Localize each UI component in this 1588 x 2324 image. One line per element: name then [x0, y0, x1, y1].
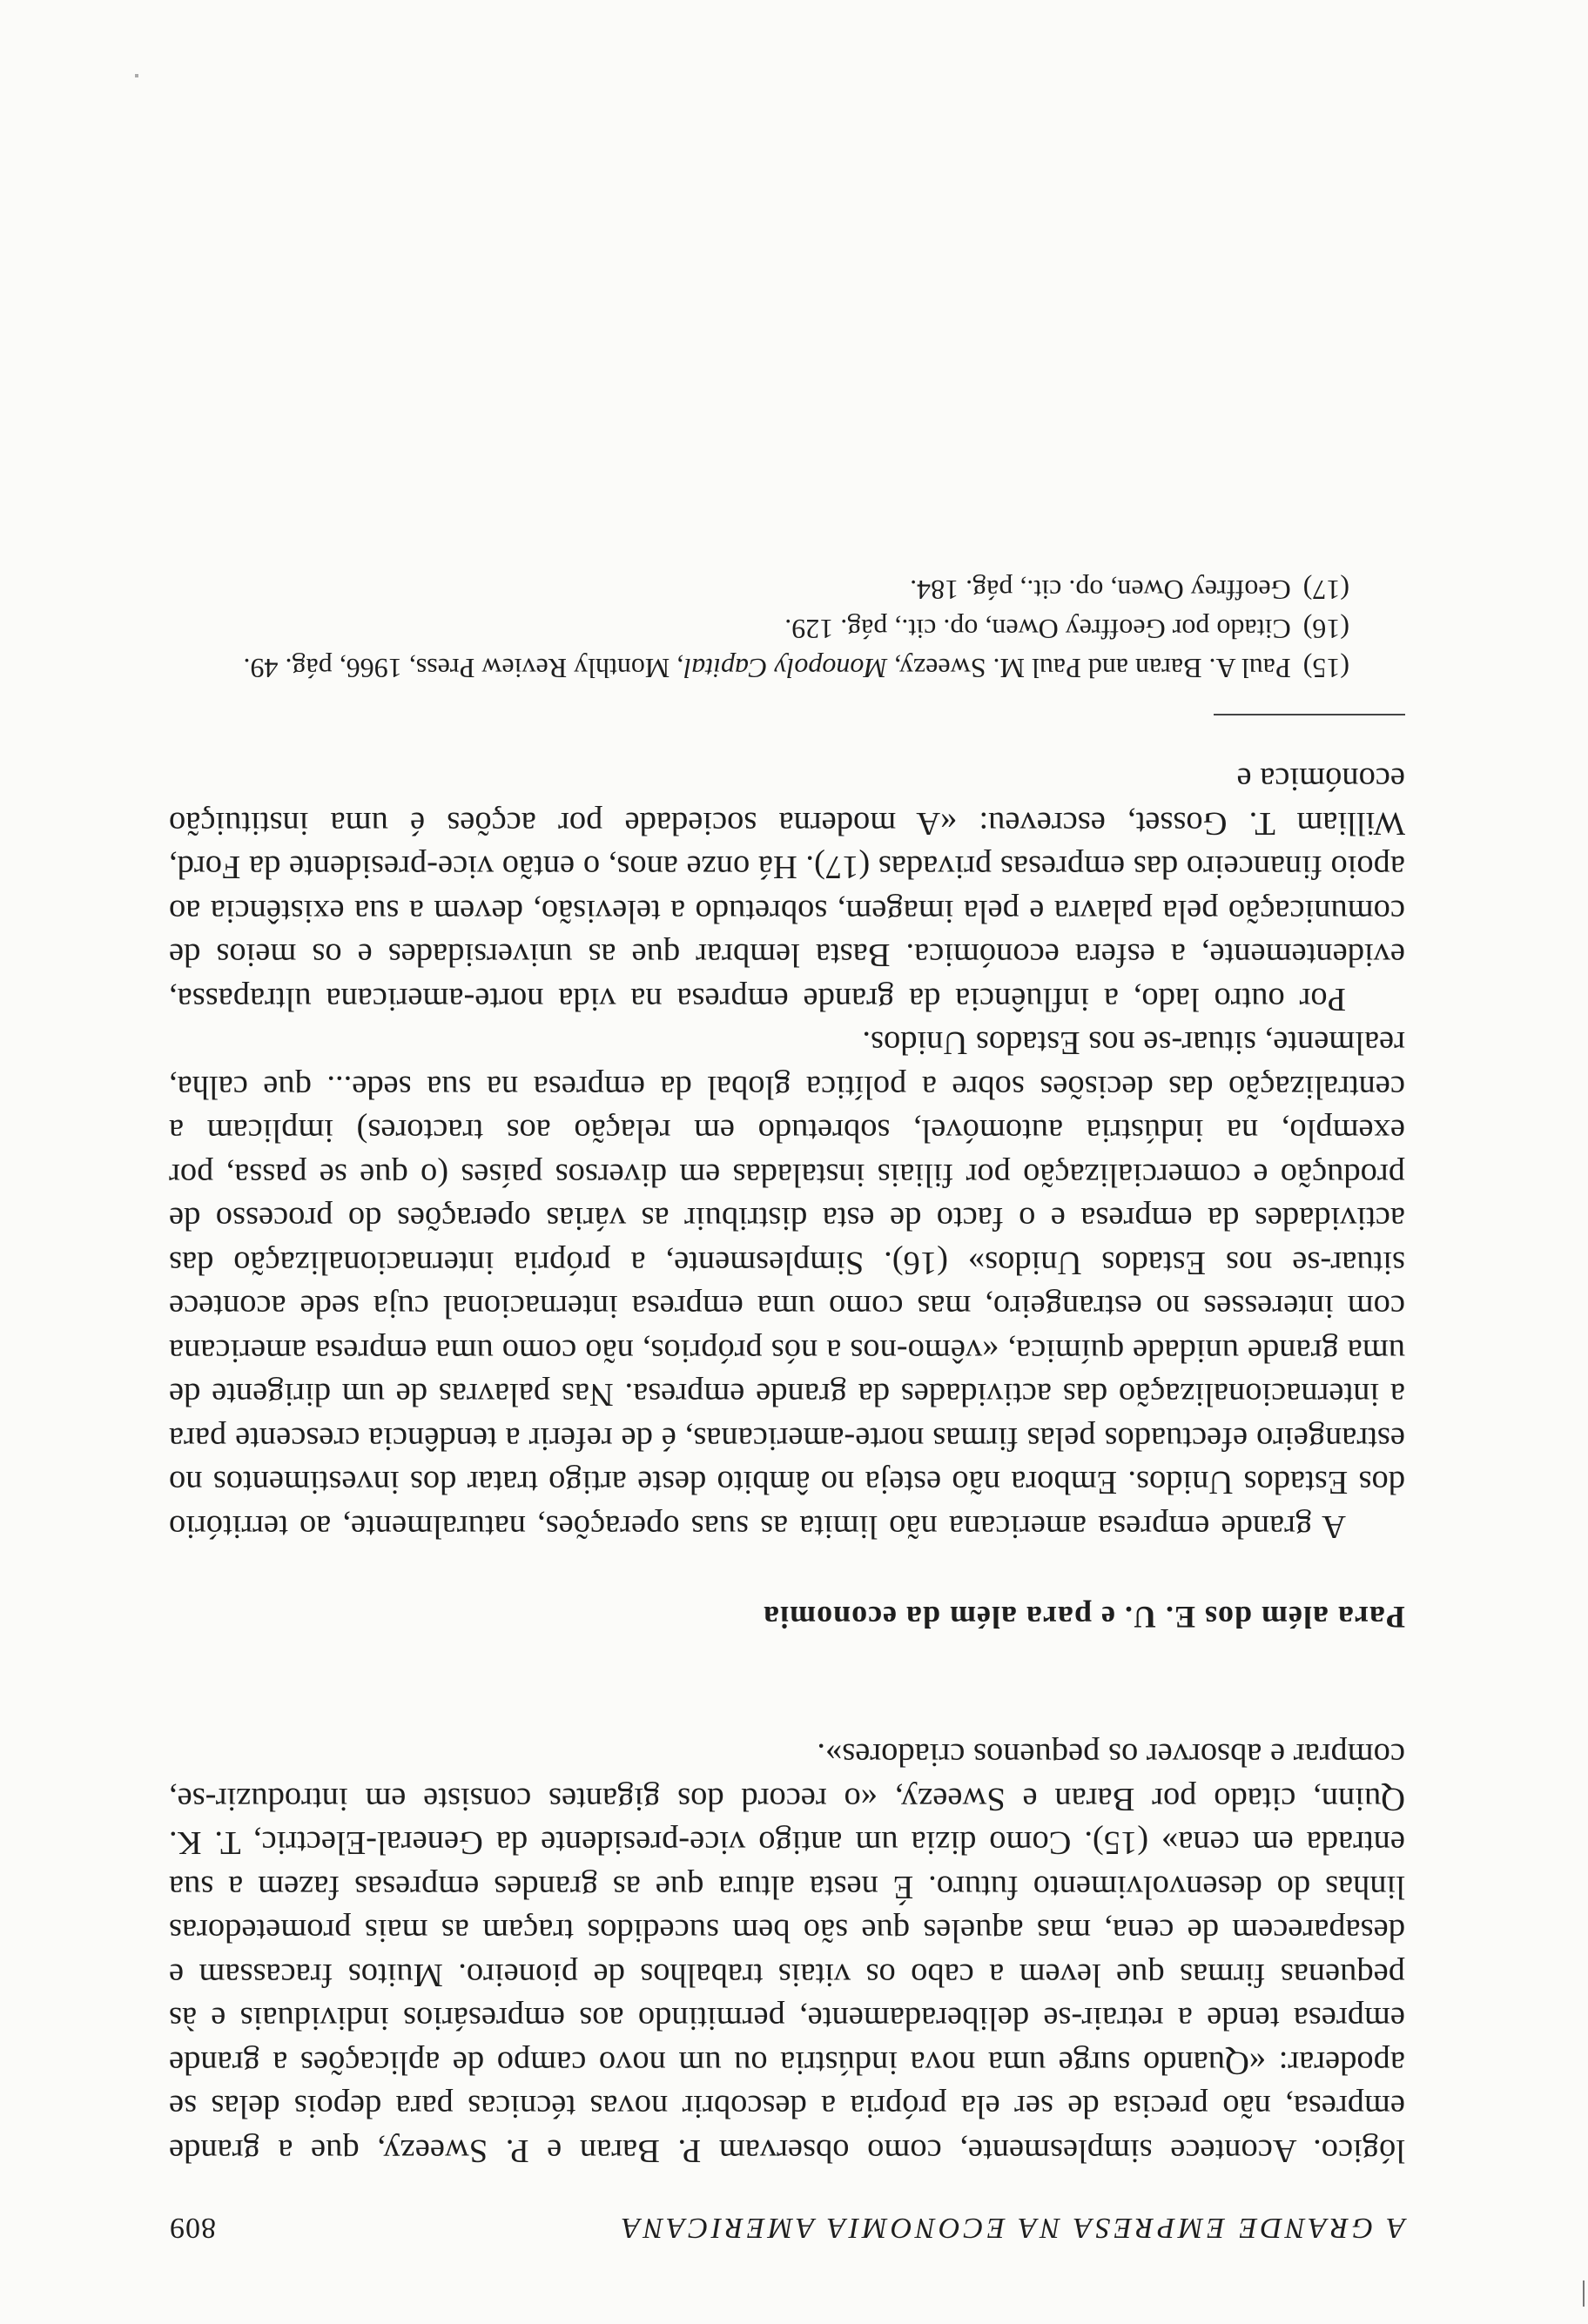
running-header: [169, 2211, 1405, 2244]
footnote-text: Citado por Geoffrey Owen, op. cit., pág. 129.: [784, 614, 1291, 645]
page-number: 809: [169, 2212, 216, 2244]
footnote-rule: [1214, 714, 1405, 715]
footnote-text-end: , Monthly Review Press, 1966, pág. 49.: [243, 653, 684, 684]
paragraph: A grande empresa americana não limita as suas operações, naturalmente, ao território dos Estados Unidos. Embora não esteja no âmbito deste artigo tratar dos investimentos no estrangeiro efectuados pelas firmas norte-americanas, é de referir a tendência crescente para a internacionalização das actividades da grande empresa. Nas palavras de um dirigente de uma grande unidade química, «vêmo-nos a nós próprios, não como uma empresa americana com interesses no estrangeiro, mas como uma empresa internacional cuja sede acontece situar-se nos Estados Unidos» (16). Simplesmente, a própria internacionalização das actividades da empresa e o facto de esta distribuir as várias operações do processo de produção e comercialização por filiais instaladas em diversos países (o que se passa, por exemplo, na indústria automóvel, sobretudo em relação aos tractores) implicam a centralização das decisões sobre a política global da empresa na sua sede... que calha, realmente, situar-se nos Estados Unidos.: [169, 1024, 1405, 1545]
footnote-number: (15): [1302, 653, 1349, 684]
scan-edge-mark: [1583, 2280, 1585, 2307]
section-title: Para além dos E. U. e para além da economia: [763, 1600, 1405, 1635]
paragraph: Por outro lado, a influência da grande empresa na vida norte-americana ultrapassa, evidentemente, a esfera económica. Basta lembrar que as universidades e os meios de comunicação pela palavra e pela imagem, sobretudo a televisão, devem a sua existência ao apoio financeiro das empresas privadas (17). Há onze anos, o então vice-presidente da Ford, William T. Gosset, escreveu: «A moderna sociedade por acções é uma instituição económica e: [169, 761, 1405, 1018]
scan-speck: [135, 74, 138, 77]
footnote-text: Paul A. Baran and Paul M. Sweezy,: [887, 653, 1291, 684]
footnote-15: [169, 648, 1405, 688]
footnote-italic-title: Monopoly Capital: [683, 653, 888, 684]
footnote-16: [169, 609, 1405, 648]
footnote-number: (16): [1302, 614, 1349, 645]
footnote-text: Geoffrey Owen, op. cit., pág. 184.: [910, 574, 1291, 606]
footnote-17: [169, 570, 1405, 609]
text-column: [169, 570, 1405, 2244]
running-title: A GRANDE EMPRESA NA ECONOMIA AMERICANA: [618, 2212, 1405, 2244]
paragraph-continued: lógico. Acontece simplesmente, como observam P. Baran e P. Sweezy, que a grande empresa, não precisa de ser ela própria a descobrir novas técnicas para depois delas se apoderar: «Quando surge uma nova indústria ou um novo campo de aplicações a grande empresa tende a retrair-se deliberadamente, permitindo aos empresários individuais e às pequenas firmas que levem a cabo os vitais trabalhos de pioneiro. Muitos fracassam e desaparecem de cena, mas aqueles que são bem sucedidos traçam as mais prometedoras linhas do desenvolvimento futuro. É nesta altura que as grandes empresas fazem a sua entrada em cena» (15). Como dizia um antigo vice-presidente da General-Electric, T. K. Quinn, citado por Baran e Sweezy, «o record dos gigantes consiste em introduzir-se, comprar e absorver os pequenos criadores».: [169, 1736, 1405, 2169]
footnote-number: (17): [1302, 574, 1349, 606]
